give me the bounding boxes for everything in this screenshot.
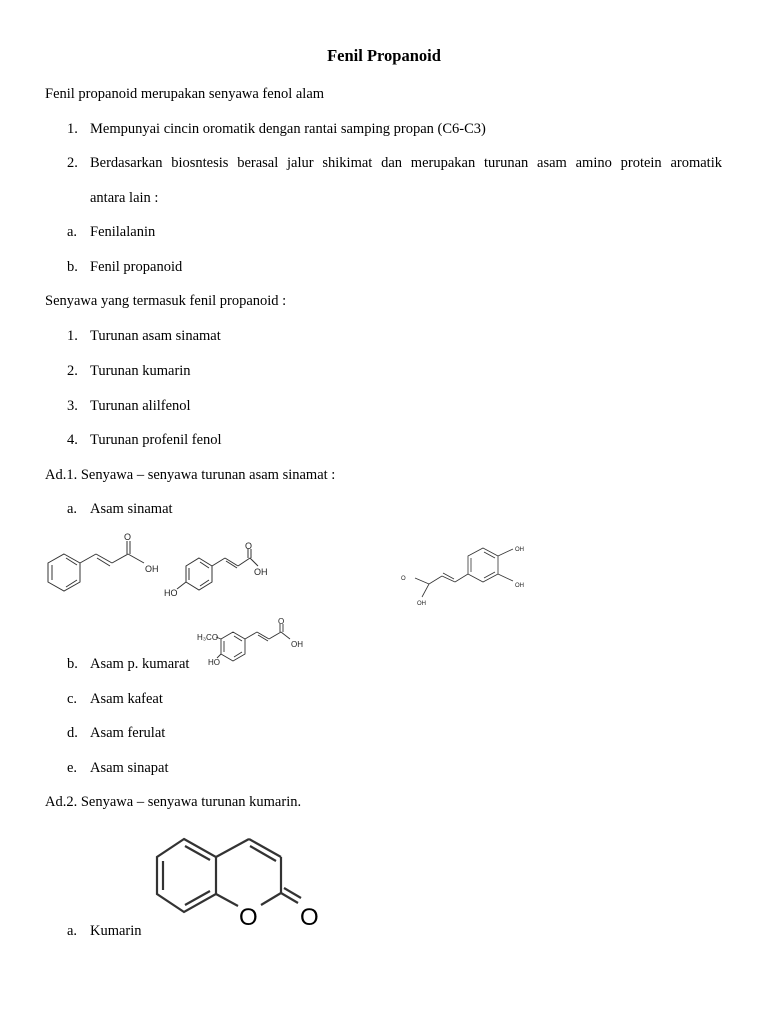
list-item <box>67 759 169 777</box>
list-text: Turunan kumarin <box>90 363 191 379</box>
list-item <box>67 154 722 172</box>
list-item <box>67 397 191 415</box>
list-number: 1. <box>67 328 78 344</box>
list-letter: a. <box>67 501 78 517</box>
list-item <box>67 258 182 276</box>
list-text: Asam p. kumarat <box>90 656 190 672</box>
list-item <box>67 120 486 138</box>
list-letter: a. <box>67 923 78 939</box>
list-letter: a. <box>67 224 78 240</box>
list-text-continuation: antara lain : <box>90 190 159 206</box>
list-text: Kumarin <box>90 923 142 939</box>
list-text: Turunan alilfenol <box>90 398 191 414</box>
list-number: 2. <box>67 363 78 379</box>
caffeic-acid-structure <box>398 538 533 613</box>
section-heading: Ad.2. Senyawa – senyawa turunan kumarin. <box>45 794 302 810</box>
p-coumaric-acid-structure <box>162 542 282 602</box>
list-number: 3. <box>67 398 78 414</box>
hydroxyl-label: OH <box>515 583 524 589</box>
ferulic-acid-structure <box>195 616 315 671</box>
list-number: 2. <box>67 155 78 171</box>
oxygen-label: O <box>278 617 285 626</box>
oxygen-label: O <box>124 532 132 542</box>
section-heading: Senyawa yang termasuk fenil propanoid : <box>45 293 287 309</box>
list-text: Berdasarkan biosntesis berasal jalur shikimat dan merupakan turunan asam amino protein aromatik <box>90 155 722 171</box>
list-letter: b. <box>67 259 78 275</box>
section-heading: Ad.1. Senyawa – senyawa turunan asam sinamat : <box>45 467 336 483</box>
list-number: 1. <box>67 121 78 137</box>
list-number: 4. <box>67 432 78 448</box>
list-text: Asam ferulat <box>90 725 166 741</box>
hydroxyl-label: HO <box>164 588 178 598</box>
hydroxyl-label: OH <box>145 564 159 574</box>
list-text: Fenil propanoid <box>90 259 183 275</box>
ring-oxygen-label: O <box>239 904 258 931</box>
list-letter: e. <box>67 760 78 776</box>
list-text: Mempunyai cincin oromatik dengan rantai samping propan (C6-C3) <box>90 121 486 137</box>
intro-paragraph: Fenil propanoid merupakan senyawa fenol alam <box>45 86 325 102</box>
list-text: Turunan asam sinamat <box>90 328 221 344</box>
list-item <box>67 223 155 241</box>
list-item <box>67 922 142 940</box>
hydroxyl-label: HO <box>208 658 220 667</box>
coumarin-structure <box>150 830 330 935</box>
list-item <box>67 431 222 449</box>
list-text: Asam sinapat <box>90 760 169 776</box>
list-text: Asam sinamat <box>90 501 173 517</box>
oxygen-label: O <box>245 541 253 551</box>
list-item <box>67 362 191 380</box>
list-item <box>67 724 165 742</box>
list-text: Fenilalanin <box>90 224 156 240</box>
list-item <box>67 690 163 708</box>
hydroxyl-label: OH <box>515 547 524 553</box>
list-item <box>67 327 221 345</box>
list-text: Turunan profenil fenol <box>90 432 222 448</box>
cinnamic-acid-structure <box>42 532 167 602</box>
list-letter: c. <box>67 691 78 707</box>
list-text: Asam kafeat <box>90 691 163 707</box>
methoxy-label: H₃CO <box>197 633 219 642</box>
oxygen-label: O <box>401 576 406 582</box>
carbonyl-oxygen-label: O <box>300 904 319 931</box>
list-item <box>67 655 189 673</box>
list-letter: b. <box>67 656 78 672</box>
hydroxyl-label: OH <box>254 567 268 577</box>
list-item <box>67 500 173 518</box>
page-title: Fenil Propanoid <box>327 46 441 65</box>
hydroxyl-label: OH <box>417 601 426 607</box>
hydroxyl-label: OH <box>291 640 303 649</box>
list-letter: d. <box>67 725 78 741</box>
